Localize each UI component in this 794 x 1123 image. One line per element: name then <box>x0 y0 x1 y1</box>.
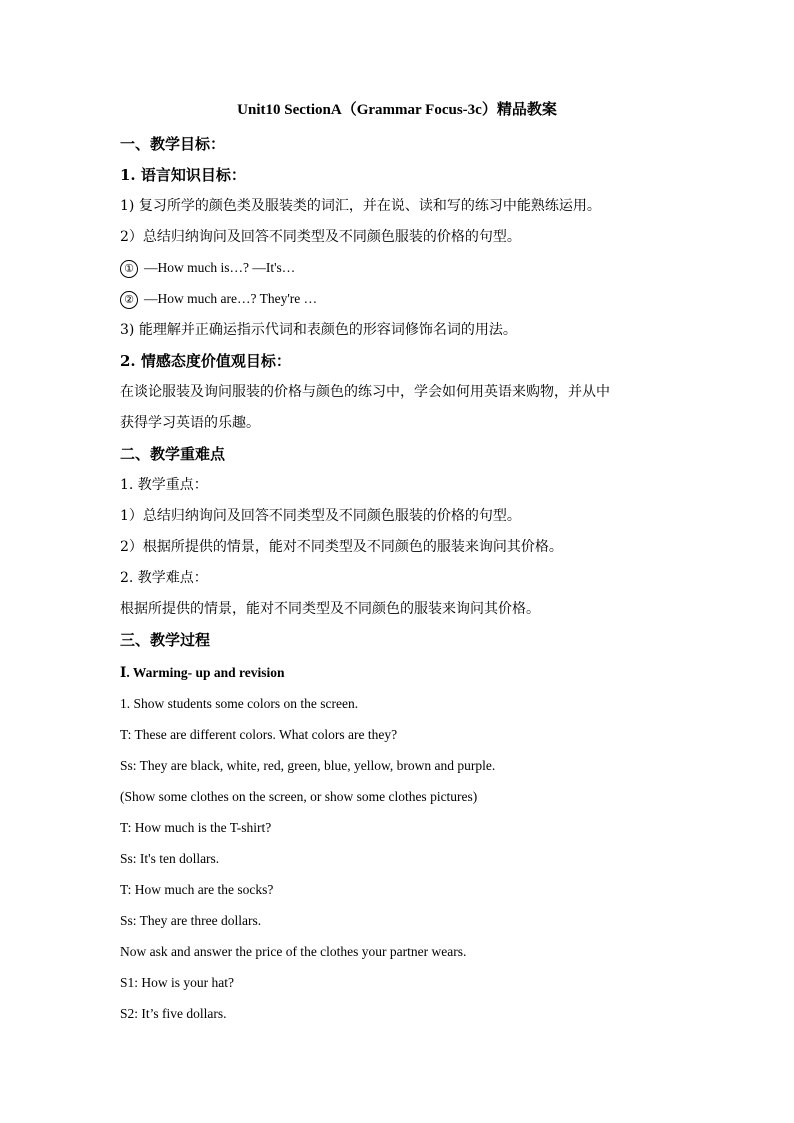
text-line: 根据所提供的情景，能对不同类型及不同颜色的服装来询问其价格。 <box>120 601 540 617</box>
text-line: S1: How is your hat? <box>120 975 234 990</box>
text-line: T: These are different colors. What colors are they? <box>120 727 398 742</box>
section-heading-key-points: 二、教学重难点 <box>120 445 226 463</box>
circled-number-1: ① <box>120 260 138 278</box>
text-line: 3) 能理解并正确运指示代词和表颜色的形容词修饰名词的用法。 <box>120 322 517 338</box>
text-line: Ss: It's ten dollars. <box>120 851 220 866</box>
text-line: 2. 教学难点： <box>120 570 208 586</box>
circled-number-2: ② <box>120 291 138 309</box>
subheading-warming-up: Ⅰ. Warming- up and revision <box>120 665 285 680</box>
text-line: 2）总结归纳询问及回答不同类型及不同颜色服装的价格的句型。 <box>120 229 521 245</box>
text-line: T: How much are the socks? <box>120 882 274 897</box>
document-title: Unit10 SectionA（Grammar Focus-3c）精品教案 <box>237 102 557 118</box>
text-line: 在谈论服装及询问服装的价格与颜色的练习中，学会如何用英语来购物，并从中 <box>120 384 610 400</box>
sentence-pattern-1 <box>120 258 694 278</box>
text-line: S2: It’s five dollars. <box>120 1006 227 1021</box>
sentence-pattern-2 <box>120 289 694 309</box>
section-heading-objectives: 一、教学目标： <box>120 135 226 153</box>
text-line: T: How much is the T-shirt? <box>120 820 272 835</box>
text-line: 1. 教学重点： <box>120 477 208 493</box>
pattern-text: —How much is…? —It's… <box>144 260 296 275</box>
section-heading-process: 三、教学过程 <box>120 631 211 649</box>
subheading-attitude-goals: 2. 情感态度价值观目标： <box>120 352 291 370</box>
pattern-text: —How much are…? They're … <box>144 291 318 306</box>
text-line: 1) 复习所学的颜色类及服装类的词汇，并在说、读和写的练习中能熟练运用。 <box>120 198 601 214</box>
text-line: 获得学习英语的乐趣。 <box>120 415 260 431</box>
text-line: 1. Show students some colors on the screen. <box>120 696 359 711</box>
text-line: Now ask and answer the price of the clothes your partner wears. <box>120 944 467 959</box>
text-line: (Show some clothes on the screen, or show some clothes pictures) <box>120 789 478 804</box>
text-line: Ss: They are black, white, red, green, blue, yellow, brown and purple. <box>120 758 496 773</box>
text-line: Ss: They are three dollars. <box>120 913 262 928</box>
text-line: 2）根据所提供的情景，能对不同类型及不同颜色的服装来询问其价格。 <box>120 539 563 555</box>
text-line: 1）总结归纳询问及回答不同类型及不同颜色服装的价格的句型。 <box>120 508 521 524</box>
subheading-language-goals: 1. 语言知识目标： <box>120 166 246 184</box>
